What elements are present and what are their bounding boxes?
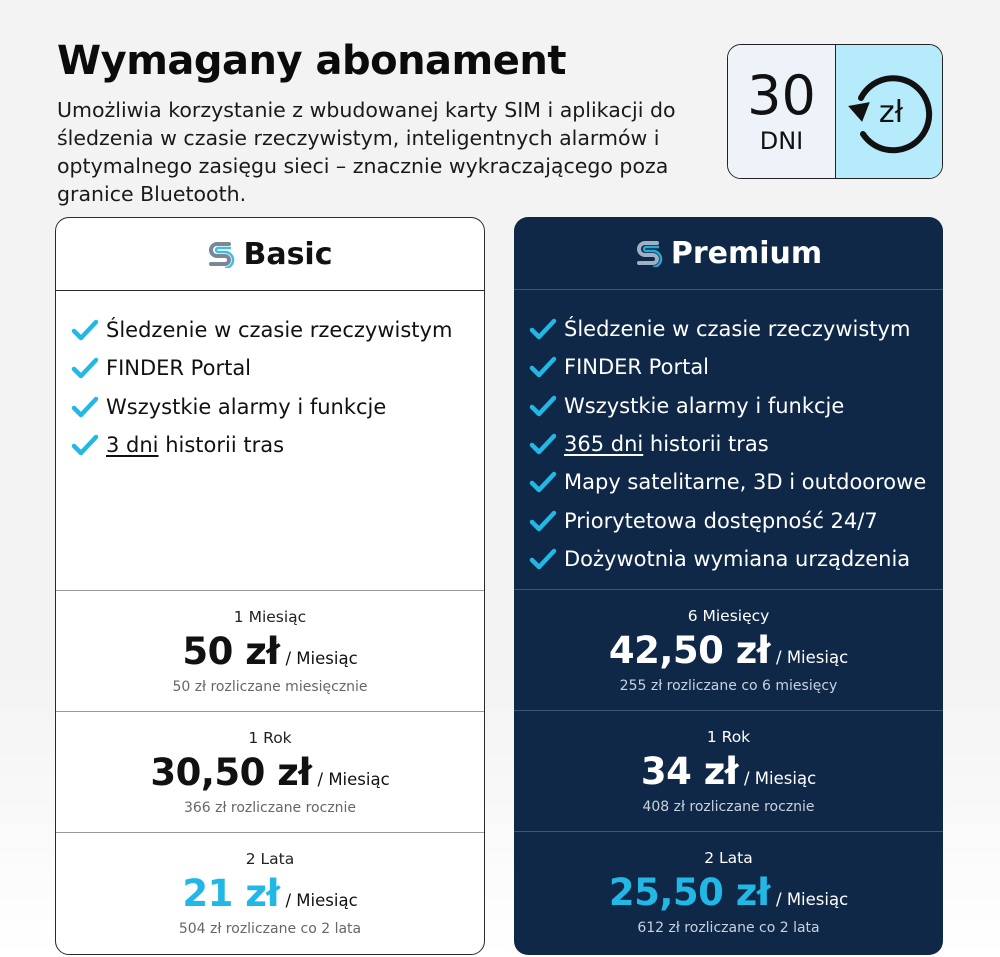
price-line	[182, 872, 357, 915]
feature-item	[70, 426, 484, 464]
checkmark-icon	[528, 354, 558, 380]
feature-list	[56, 291, 484, 591]
plan-card-basic[interactable]	[55, 217, 485, 955]
price-option[interactable]	[56, 591, 484, 712]
price-amount: 25,50 zł	[608, 871, 771, 914]
price-unit: / Miesiąc	[744, 768, 817, 788]
price-unit: / Miesiąc	[285, 648, 358, 668]
feature-text	[106, 356, 251, 380]
checkmark-icon	[528, 469, 558, 495]
feature-text	[106, 395, 386, 419]
feature-text-part: historii tras	[158, 433, 285, 458]
feature-item	[528, 425, 943, 463]
price-option[interactable]	[514, 832, 943, 953]
checkmark-icon	[528, 431, 558, 457]
price-amount: 50 zł	[182, 629, 280, 673]
feature-item	[528, 310, 943, 348]
feature-text	[564, 547, 910, 571]
billing-period: 6 Miesięcy	[687, 606, 770, 625]
feature-text	[106, 433, 284, 457]
price-unit: / Miesiąc	[776, 647, 849, 667]
checkmark-icon	[70, 432, 100, 458]
badge-days	[728, 45, 836, 178]
feature-text	[564, 470, 926, 494]
plan-name: Premium	[670, 235, 823, 271]
badge-number: 30	[747, 63, 816, 127]
refund-cycle-icon	[836, 45, 942, 178]
checkmark-icon	[528, 316, 558, 342]
page-title: Wymagany abonament	[57, 38, 566, 84]
brand-logo-icon	[207, 240, 235, 268]
price-option[interactable]	[514, 590, 943, 711]
feature-item	[70, 349, 484, 387]
billing-note: 504 zł rozliczane co 2 lata	[178, 921, 362, 937]
price-option[interactable]	[514, 711, 943, 832]
checkmark-icon	[70, 394, 100, 420]
feature-item	[528, 540, 943, 578]
feature-text-part: Śledzenie w czasie rzeczywistym	[106, 318, 453, 343]
billing-note: 366 zł rozliczane rocznie	[183, 799, 357, 816]
feature-text-part: FINDER Portal	[106, 356, 252, 381]
billing-note: 408 zł rozliczane rocznie	[642, 798, 815, 815]
header	[57, 38, 717, 208]
billing-note: 50 zł rozliczane miesięcznie	[172, 678, 368, 695]
checkmark-icon	[528, 508, 558, 534]
feature-text-part: Mapy satelitarne, 3D i outdoorowe	[564, 470, 927, 495]
badge-unit: DNI	[759, 126, 804, 155]
price-amount: 42,50 zł	[608, 628, 771, 672]
plan-header	[56, 218, 484, 291]
billing-period: 2 Lata	[245, 850, 295, 868]
price-amount: 34 zł	[640, 749, 738, 793]
checkmark-icon	[70, 355, 100, 381]
feature-text-part: FINDER Portal	[564, 355, 710, 380]
billing-note: 612 zł rozliczane co 2 lata	[637, 920, 820, 936]
feature-text-part: Wszystkie alarmy i funkcje	[106, 394, 387, 419]
plan-card-premium[interactable]	[514, 217, 943, 955]
price-amount: 21 zł	[182, 872, 280, 915]
billing-period: 2 Lata	[704, 849, 753, 867]
billing-period: 1 Rok	[706, 727, 751, 746]
badge-currency: zł	[878, 94, 904, 130]
feature-list	[514, 290, 943, 590]
feature-text-part: Dożywotnia wymiana urządzenia	[564, 546, 911, 571]
price-option[interactable]	[56, 712, 484, 833]
price-amount: 30,50 zł	[150, 750, 312, 794]
price-unit: / Miesiąc	[776, 890, 849, 909]
price-unit: / Miesiąc	[317, 769, 390, 789]
feature-item	[528, 348, 943, 386]
checkmark-icon	[70, 317, 100, 343]
price-line	[182, 630, 357, 673]
billing-period: 1 Miesiąc	[233, 607, 307, 626]
feature-item	[70, 388, 484, 426]
plan-header	[514, 217, 943, 290]
feature-text-part: Śledzenie w czasie rzeczywistym	[564, 317, 911, 342]
feature-item	[528, 387, 943, 425]
feature-text	[564, 355, 709, 379]
feature-highlight: 365 dni	[564, 432, 644, 457]
feature-text-part: historii tras	[643, 432, 769, 457]
feature-text	[564, 317, 910, 341]
money-back-badge	[727, 44, 943, 179]
price-line	[150, 751, 389, 794]
feature-text-part: Wszystkie alarmy i funkcje	[564, 393, 845, 418]
checkmark-icon	[528, 393, 558, 419]
checkmark-icon	[528, 546, 558, 572]
billing-note: 255 zł rozliczane co 6 miesięcy	[619, 677, 838, 694]
price-line	[609, 629, 848, 672]
price-line	[609, 871, 848, 914]
plan-name: Basic	[243, 236, 333, 272]
price-unit: / Miesiąc	[285, 891, 358, 910]
price-line	[641, 750, 816, 793]
feature-highlight: 3 dni	[106, 433, 159, 458]
price-option[interactable]	[56, 833, 484, 954]
feature-text-part: Priorytetowa dostępność 24/7	[564, 508, 878, 533]
feature-text	[564, 432, 769, 456]
feature-item	[528, 463, 943, 501]
page-subtitle: Umożliwia korzystanie z wbudowanej karty SIM i aplikacji do śledzenia w czasie rzeczywistym, inteligentnych alarmów i optymalnego zasięgu sieci – znacznie wykraczającego poza granice Bluetooth.	[57, 98, 676, 206]
feature-text	[564, 394, 844, 418]
billing-period: 1 Rok	[248, 728, 292, 747]
feature-item	[528, 501, 943, 539]
brand-logo-icon	[635, 239, 663, 267]
feature-item	[70, 311, 484, 349]
feature-text	[106, 318, 452, 342]
feature-text	[564, 509, 878, 533]
